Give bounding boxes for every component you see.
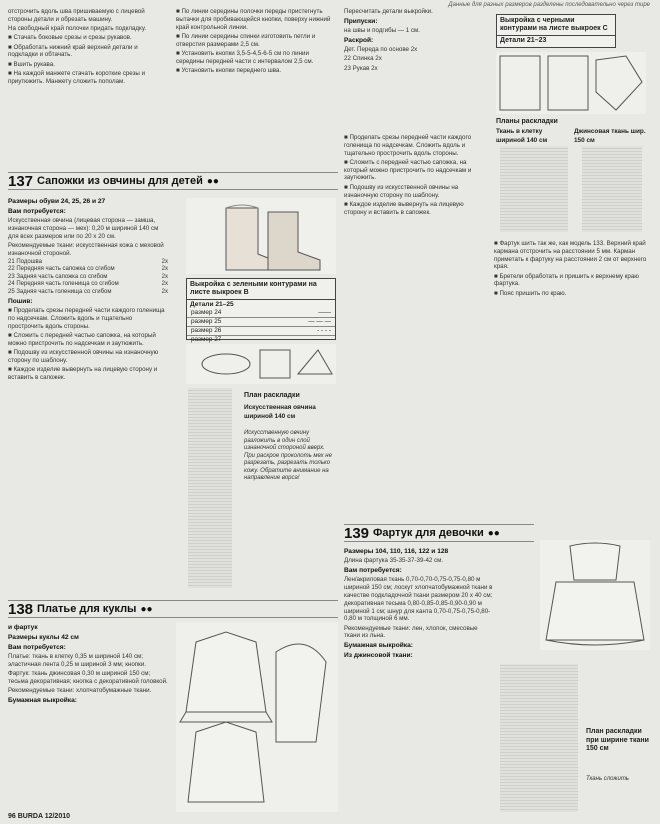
layout-plan-checked <box>500 146 568 232</box>
sizes: Размеры куклы 42 см <box>8 633 79 641</box>
subheading: Вам потребуется: <box>344 567 402 575</box>
paragraph: ■ Установить кнопки 3,5-5-4,5-6-5 см по линии середины передней части с интервалом 2,5 см. <box>176 49 314 65</box>
cut-item-label: 21 Подошва <box>8 259 42 266</box>
layout-plan-sub: Искусственная овчина шириной 140 см <box>244 404 316 420</box>
cut-item-label: 22 Передняя часть сапожка со сгибом <box>8 266 115 273</box>
line-style: - - - - <box>317 327 331 334</box>
size-row <box>187 318 335 327</box>
sizes: Размеры 104, 110, 116, 122 и 128 <box>344 548 449 555</box>
line-style: —— <box>318 309 331 316</box>
cut-item-label: 25 Задняя часть голенища со сгибом <box>8 288 112 295</box>
paragraph: Дет. Переда по основе 2х <box>344 46 418 54</box>
paragraph: Пересчитать детали выкройки. <box>344 8 433 15</box>
paragraph: Фартук: ткань джинсовая 0,30 м шириной 150 см; тесьма декоративная; кнопка с декоративной головкой. <box>8 669 168 685</box>
size-row <box>187 309 335 318</box>
section-title: Фартук для девочки <box>373 527 484 539</box>
fabric-label-1: Ткань в клетку шириной 140 см <box>496 128 548 144</box>
line-style: — — — <box>308 318 331 325</box>
paragraph: ■ Каждое изделие вывернуть на лицевую сторону и вставить в сапожек. <box>344 200 464 216</box>
subheading: Раскрой: <box>344 36 374 44</box>
page-footer: 96 BURDA 12/2010 <box>8 813 70 820</box>
paragraph: 22 Спинка 2х <box>344 55 382 63</box>
paragraph: ■ Пояс пришить по краю. <box>494 289 567 297</box>
paragraph: ■ Проделать срезы передней части каждого голенища по надсечкам. Сложить вдоль и тщательно прострочить вдоль стороны. <box>8 307 165 330</box>
line-style: ········· <box>311 336 331 343</box>
boots-illustration <box>186 198 336 274</box>
paragraph: отстрочить вдоль шва пришиваемую с лицевой стороны детали и обрезать машину. <box>8 8 145 23</box>
paragraph: ■ Обработать нижний край верхней детали и подкладки и обтачать. <box>8 43 138 59</box>
paragraph: Платье: ткань в клетку 0,35 м шириной 140 см; эластичная лента 0,25 м шириной 3 мм; кнопки. <box>8 652 146 668</box>
section-139-header <box>344 524 534 542</box>
paragraph: На свободный край полочки придать подкладку. <box>8 25 147 33</box>
paragraph: Длина фартука 35-35-37-39-42 см. <box>344 557 444 565</box>
paragraph: ■ Стачать боковые срезы и срезы рукавов. <box>8 34 132 42</box>
layout-plan-apron <box>500 664 578 812</box>
section-139-text <box>344 546 494 816</box>
paragraph: Рекомендуемые ткани: хлопчатобумажные ткани. <box>8 687 152 695</box>
subheading: Припуски: <box>344 17 378 25</box>
subheading: Бумажная выкройка: <box>344 642 413 650</box>
section-number: 137 <box>8 172 34 190</box>
section-title: Сапожки из овчины для детей <box>37 175 203 187</box>
header-note: Данные для разных размеров разделены последовательно через тире <box>448 2 650 8</box>
apron-illustration <box>540 540 650 650</box>
cut-item <box>8 281 168 288</box>
jacket-pattern-illustration <box>496 52 646 114</box>
paragraph: ■ Каждое изделие вывернуть на лицевую сторону и вставить в сапожек. <box>8 366 158 382</box>
pattern-box-boots <box>186 278 336 343</box>
size-label: размер 27 <box>191 336 222 343</box>
difficulty-dots: ●● <box>487 527 500 539</box>
paragraph: Рекомендуемые ткани: искусственная кожа с меховой изнаночной стороной. <box>8 241 164 257</box>
top-text-column-3 <box>344 8 484 128</box>
layout-plan-denim <box>582 146 642 232</box>
paragraph: ■ На каждой манжете стачать короткие срезы и приутюжить. Манжету сложить пополам. <box>8 70 146 85</box>
paragraph: ■ Установить кнопки переднего шва. <box>176 67 282 75</box>
subheading: Вам потребуется: <box>8 643 66 651</box>
section-137-text <box>8 196 168 596</box>
cut-item <box>8 289 168 296</box>
size-row <box>187 327 335 336</box>
cut-item-count: 2х <box>161 273 168 280</box>
layout-plans-title: Планы раскладки <box>496 118 558 125</box>
size-label: размер 24 <box>191 309 222 316</box>
section-number: 138 <box>8 600 34 618</box>
paragraph: ■ По линии середины спинки изготовить петли и отверстия размерами 2,5 см. <box>176 32 316 48</box>
paragraph: ■ Бретели обработать и пришить к верхнему краю фартука. <box>494 272 639 288</box>
top-text-column-2 <box>176 8 336 158</box>
pattern-box-title: Выкройка с черными контурами на листе выкроек С <box>497 15 615 36</box>
cut-item <box>8 259 168 266</box>
middle-right-text <box>344 134 484 514</box>
paragraph: ■ Подошву из искусственной овчины на изнаночную сторону по шаблону. <box>344 183 459 199</box>
doll-dress-illustration <box>176 622 338 812</box>
pattern-box-details: Детали 21–23 <box>500 37 547 44</box>
layout-plan-title: План раскладки <box>244 392 300 399</box>
section-number: 139 <box>344 524 370 542</box>
subheading: Бумажная выкройка: <box>8 696 77 704</box>
difficulty-dots: ●● <box>206 175 219 187</box>
paragraph: ■ Сложить с передней частью сапожка, на который можно пристрочить по надсечкам и заутюжить. <box>344 158 472 182</box>
difficulty-dots: ●● <box>140 603 153 615</box>
size-label: размер 25 <box>191 318 222 325</box>
paragraph: ■ Вшить рукава. <box>8 60 55 68</box>
paragraph: Лен/акриловая ткань 0,70-0,70-0,75-0,75-0,80 м шириной 150 см; лоскут хлопчатобумажной ткани в качестве подкладочной ткани размером 20 х 40 см; декоративная тесьма 0,80-0,85-0,85-0,90-0,90 м шириной 1 см; шнур для канта 0,70-0,75-0,75-0,80-0,80 м толщиной 6 мм. <box>344 576 493 623</box>
cut-item-count: 2х <box>161 259 168 266</box>
cut-item-label: 23 Задняя часть сапожка со сгибом <box>8 273 108 280</box>
top-text-column-1 <box>8 8 166 158</box>
pattern-box-title: Выкройка с зелеными контурами на листе выкроек В <box>187 279 335 300</box>
layout-plan-apron-note: Ткань сложить <box>586 776 629 782</box>
paragraph: ■ Проделать срезы передней части каждого голенища по надсечкам. Сложить вдоль и тщательно прострочить вдоль стороны. <box>344 134 472 157</box>
section-137-header <box>8 172 338 190</box>
paragraph: ■ По линии середины полочки переды пристегнуть вытачки для пробивающейся кнопки, поверху нижний край контрольной линии. <box>176 8 331 31</box>
right-lower-text <box>494 240 648 510</box>
cut-item-count: 2х <box>161 266 168 273</box>
cut-item-label: 24 Передняя часть голенища со сгибом <box>8 281 119 288</box>
boot-details-illustration <box>186 344 336 384</box>
subheading: Вам потребуется: <box>8 207 66 215</box>
cut-item-count: 2х <box>161 281 168 288</box>
cut-item <box>8 266 168 273</box>
section-138-text <box>8 622 168 814</box>
layout-note: Искусственную овчину разложить в один слой изнаночной стороной вверх. При раскрое проколоть мех не разрезать, разрезать только кожу. Обратите внимание на направление ворса! <box>244 430 332 481</box>
subheading: и фартук <box>8 624 38 631</box>
sizes: Размеры обуви 24, 25, 26 и 27 <box>8 198 106 205</box>
paragraph: Искусственная овчина (лицевая сторона — замша, изнаночная сторона — мех): 0,20 м шириной 140 см для всех размеров или по 20 х 20 см. <box>8 217 159 240</box>
paragraph: на швы и подгибы — 1 см. <box>344 27 420 35</box>
paragraph: Рекомендуемые ткани: лен, хлопок, смесовые ткани из льна. <box>344 624 478 640</box>
section-138-header <box>8 600 338 618</box>
cut-item <box>8 274 168 281</box>
cut-item-count: 2х <box>161 288 168 295</box>
pattern-sheet-box <box>496 14 616 48</box>
paragraph: ■ Фартук шить так же, как модель 133. Верхний край кармана отстрочить на расстоянии 5 мм. Карман приметать к фартуку на расстоянии 2 см от верхнего края. <box>494 240 647 271</box>
size-legend <box>187 309 335 345</box>
section-title: Платье для куклы <box>37 603 137 615</box>
paragraph: 23 Рукав 2х <box>344 64 378 72</box>
paragraph: ■ Подошву из искусственной овчины на изнаночную сторону по шаблону. <box>8 349 159 365</box>
subheading: Из джинсовой ткани: <box>344 652 413 660</box>
fabric-label-2: Джинсовая ткань шир. 150 см <box>574 128 646 144</box>
size-label: размер 26 <box>191 327 222 334</box>
cut-list <box>8 259 168 296</box>
layout-plan-apron-title: План раскладки при ширине ткани 150 см <box>586 728 649 752</box>
paragraph: ■ Сложить с передней частью сапожка, на который можно пристрочить по надсечкам и заутюжить. <box>8 332 156 348</box>
subheading: Пошив: <box>8 298 33 306</box>
pattern-box-details: Детали 21–25 <box>190 301 234 308</box>
layout-plan-sheepskin <box>188 388 232 588</box>
